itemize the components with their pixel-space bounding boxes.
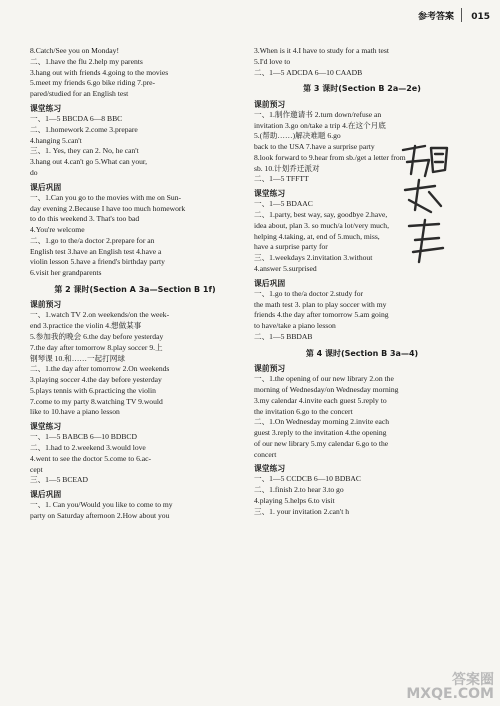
left-column — [30, 46, 240, 522]
header-title: 参考答案 — [417, 12, 454, 22]
answer-line: 5.(帮助……)解决难题 6.go — [254, 131, 341, 141]
answer-line: invitation 3.go on/take a trip 4.在这个月底 — [254, 120, 386, 130]
section-heading: 课堂练习 — [30, 422, 62, 432]
lesson-heading: 第 3 课时(Section B 2a—2e) — [303, 84, 421, 94]
answer-line: 一、1—5 BABCB 6—10 BDBCD — [30, 432, 137, 442]
answer-line: 一、1.go to the/a doctor 2.study for — [254, 288, 364, 298]
answer-line: end 3.practice the violin 4.想做某事 — [30, 321, 142, 331]
page-header — [0, 0, 500, 30]
handwritten-stamp — [395, 140, 455, 270]
section-heading: 课后巩固 — [254, 278, 286, 288]
answer-line: 二、1.go to the/a doctor 2.prepare for an — [30, 235, 155, 245]
answer-line: 三、1—5 BCEAD — [30, 475, 89, 485]
answer-line: 4.went to see the doctor 5.come to 6.ac- — [30, 453, 152, 463]
answer-line: violin lesson 5.have a friend's birthday party — [30, 257, 165, 267]
answer-line: 3.playing soccer 4.the day before yesterday — [30, 375, 162, 385]
answer-line: idea about, plan 3. so much/a lot/very much, — [254, 220, 389, 230]
site-watermark — [406, 673, 494, 702]
answer-line: friends 4.the day after tomorrow 5.am going — [254, 310, 389, 320]
answer-line: 一、1.the opening of our new library 2.on the — [254, 374, 394, 384]
answer-line: 8.Catch/See you on Monday! — [30, 46, 120, 55]
answer-line: 4.You're welcome — [30, 225, 85, 235]
answer-line: concert — [254, 449, 277, 459]
answer-line: 二、1.have the flu 2.help my parents — [30, 56, 143, 66]
section-heading: 课前预习 — [30, 300, 62, 310]
answer-line: 三、1. your invitation 2.can't h — [254, 506, 350, 516]
answer-line: sb. 10.计划乔迁派对 — [254, 163, 320, 173]
answer-line: to do this weekend 3. That's too bad — [30, 214, 140, 224]
answer-line: 二、1—5 TFFTT — [254, 174, 309, 184]
answer-line: of our new library 5.my calendar 6.go to the — [254, 438, 389, 448]
answer-line: 4.hanging 5.can't — [30, 135, 82, 145]
answer-line: 6.visit her grandparents — [30, 268, 102, 278]
answer-line: 二、1.finish 2.to hear 3.to go — [254, 485, 344, 495]
lesson-heading: 第 2 课时(Section A 3a—Section B 1f) — [54, 284, 216, 294]
answer-line: 4.answer 5.surprised — [254, 263, 317, 273]
answer-line: 5.plays tennis with 6.practicing the violin — [30, 385, 156, 395]
answer-line: 3.When is it 4.I have to study for a math test — [254, 46, 389, 55]
answer-line: 4.playing 5.helps 6.to visit — [254, 496, 335, 506]
answer-line: party on Saturday afternoon 2.How about you — [30, 511, 170, 521]
answer-line: 二、1—5 ADCDA 6—10 CAADB — [254, 67, 363, 77]
answer-line: 一、1. Can you/Would you like to come to my — [30, 500, 173, 510]
answer-line: the math test 3. plan to play soccer with my — [254, 299, 387, 309]
answer-line: day evening 2.Because I have too much homework — [30, 203, 186, 213]
answer-line: 二、1—5 BBDAB — [254, 331, 313, 341]
section-heading: 课堂练习 — [254, 189, 286, 199]
answer-line: 5.参加我的晚会 6.the day before yesterday — [30, 331, 164, 341]
answer-line: 钢琴课 10.和……一起打网球 — [30, 353, 125, 363]
answer-line: helping 4.taking, at, end of 5.much, miss, — [254, 231, 380, 241]
lesson-heading: 第 4 课时(Section B 3a—4) — [305, 348, 419, 358]
answer-line: like to 10.have a piano lesson — [30, 407, 120, 417]
answer-line: 三、1. Yes, they can 2. No, he can't — [30, 146, 139, 156]
answer-line: 7.the day after tomorrow 8.play soccer 9.上 — [30, 342, 163, 352]
answer-line: cept — [30, 464, 43, 474]
answer-line: back to the USA 7.have a surprise party — [254, 142, 375, 152]
answer-line: do — [30, 167, 38, 177]
section-heading: 课堂练习 — [30, 103, 62, 113]
answer-line: pared/studied for an English test — [30, 89, 129, 99]
header-divider — [461, 8, 462, 22]
answer-line: 5.meet my friends 6.go bike riding 7.pre- — [30, 78, 156, 88]
answer-line: 一、1—5 BBCDA 6—8 BBC — [30, 113, 123, 123]
right-column — [254, 46, 470, 518]
answer-line: 一、1.watch TV 2.on weekends/on the week- — [30, 310, 170, 320]
answer-line: English test 3.have an English test 4.have a — [30, 246, 162, 256]
answer-line: 8.look forward to 9.hear from sb./get a letter from — [254, 152, 406, 162]
answer-line: 二、1.had to 2.weekend 3.would love — [30, 443, 146, 453]
watermark-line-1: 答案圈 — [452, 671, 494, 688]
answer-line: 二、1.homework 2.come 3.prepare — [30, 124, 138, 134]
answer-line: to have/take a piano lesson — [254, 321, 336, 331]
answer-line: 3.hang out 4.can't go 5.What can your, — [30, 157, 148, 167]
answer-line: 一、1.Can you go to the movies with me on Sun- — [30, 192, 182, 202]
handwritten-stamp-graphic — [395, 140, 455, 270]
answer-line: 三、1.weekdays 2.invitation 3.without — [254, 253, 373, 263]
answer-line: 二、1.the day after tomorrow 2.On weekends — [30, 364, 170, 374]
answer-line: the invitation 6.go to the concert — [254, 406, 353, 416]
answer-line: 一、1.制作邀请书 2.turn down/refuse an — [254, 109, 382, 119]
answer-line: 一、1—5 CCDCB 6—10 BDBAC — [254, 474, 361, 484]
section-heading: 课前预习 — [254, 99, 286, 109]
section-heading: 课后巩固 — [30, 490, 62, 500]
answer-line: 3.hang out with friends 4.going to the movies — [30, 67, 169, 77]
section-heading: 课前预习 — [254, 364, 286, 374]
answer-line: 5.I'd love to — [254, 56, 291, 66]
answer-line: guest 3.reply to the invitation 4.the opening — [254, 428, 387, 438]
answer-line: 7.come to my party 8.watching TV 9.would — [30, 396, 163, 406]
answer-line: morning of Wednesday/on Wednesday morning — [254, 384, 399, 394]
watermark-line-2: MXQE.COM — [406, 686, 494, 703]
page-number: 015 — [471, 12, 490, 22]
section-heading: 课堂练习 — [254, 464, 286, 474]
section-heading: 课后巩固 — [30, 182, 62, 192]
answer-line: 二、1.party, best way, say, goodbye 2.have, — [254, 210, 388, 220]
answer-line: 二、1.On Wednesday morning 2.invite each — [254, 417, 390, 427]
answer-line: 3.my calendar 4.invite each guest 5.reply to — [254, 395, 387, 405]
answer-line: have a surprise party for — [254, 242, 328, 252]
answer-line: 一、1—5 BDAAC — [254, 199, 313, 209]
